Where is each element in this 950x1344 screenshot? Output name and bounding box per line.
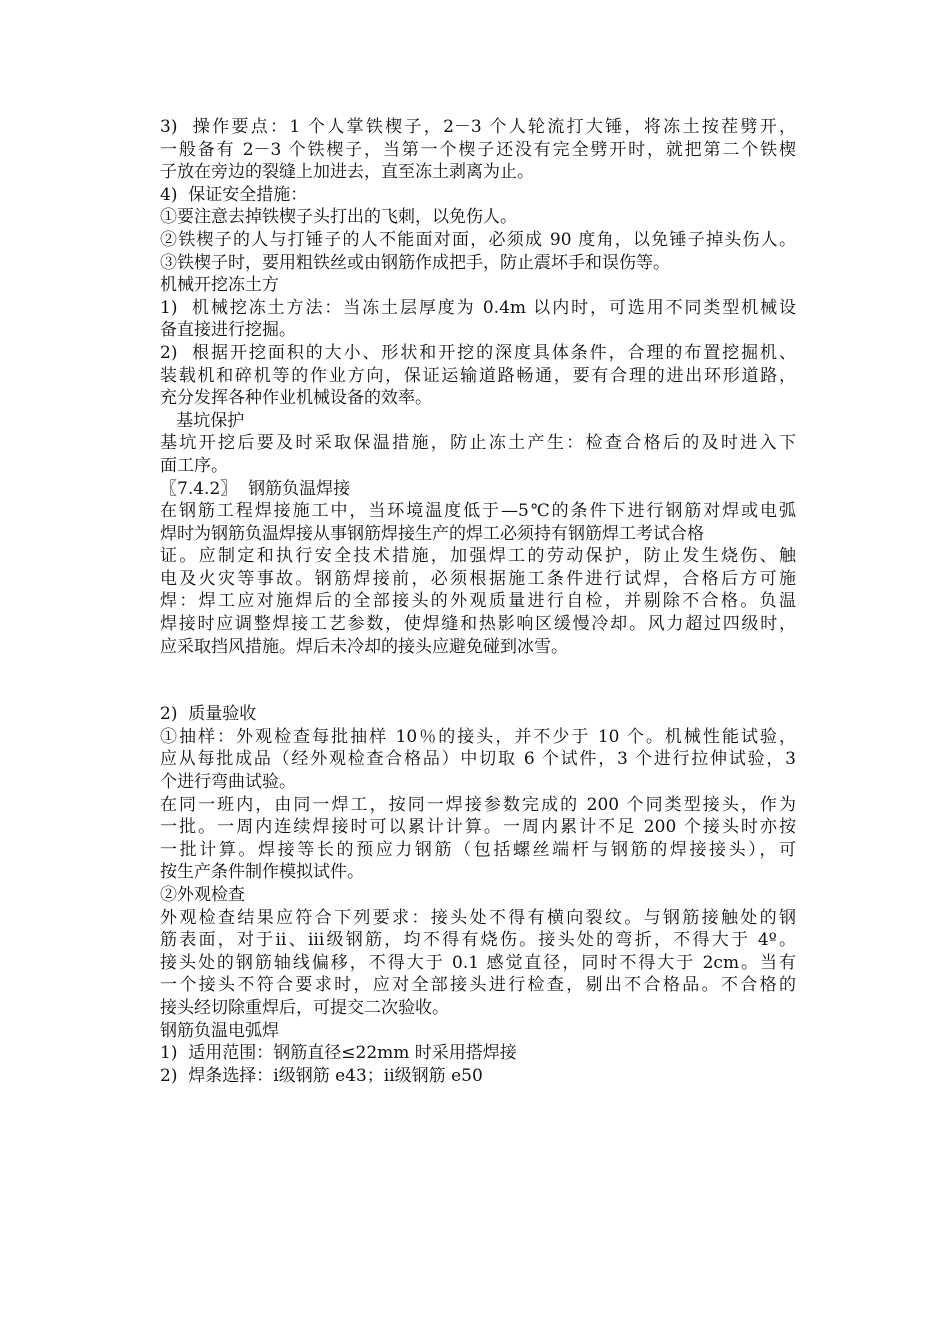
text-line: 充分发挥各种作业机械设备的效率。 <box>160 388 432 409</box>
text-line: 基坑开挖后要及时采取保温措施，防止冻土产生：检查合格后的及时进入下 <box>160 433 796 454</box>
text-line: 机械开挖冻土方 <box>160 275 279 296</box>
text-line: 一般备有 2－3 个铁楔子，当第一个楔子还没有完全劈开时，就把第二个铁楔 <box>160 139 796 160</box>
paragraph-gap <box>160 658 796 703</box>
text-line: ③铁楔子时，要用粗铁丝或由钢筋作成把手，防止震坏手和误伤等。 <box>160 252 670 273</box>
text-line: 在钢筋工程焊接施工中，当环境温度低于—5℃的条件下进行钢筋对焊或电弧 <box>160 501 796 522</box>
text-line: 2) 质量验收 <box>160 704 257 725</box>
text-line: 外观检查结果应符合下列要求：接头处不得有横向裂纹。与钢筋接触处的钢 <box>160 907 796 928</box>
text-line: 基坑保护 <box>160 410 245 431</box>
text-line: 4) 保证安全措施： <box>160 184 308 205</box>
text-line: 一批。一周内连续焊接时可以累计计算。一周内累计不足 200 个接头时亦按 <box>160 817 796 838</box>
text-line: 2) 焊条选择：ⅰ级钢筋 e43；ⅱ级钢筋 e50 <box>160 1065 483 1086</box>
text-line: 1) 适用范围：钢筋直径≤22mm 时采用搭焊接 <box>160 1043 517 1064</box>
text-line: ②外观检查 <box>160 885 245 905</box>
text-line: 个进行弯曲试验。 <box>160 772 296 793</box>
text-line: 电及火灾等事故。钢筋焊接前，必须根据施工条件进行试焊，合格后方可施 <box>160 568 796 589</box>
text-line: ②铁楔子的人与打锤子的人不能面对面，必须成 90 度角，以免锤子掉头伤人。 <box>160 229 796 250</box>
text-line: 〖7.4.2〗 钢筋负温焊接 <box>160 478 351 499</box>
text-line: 接头处的钢筋轴线偏移，不得大于 0.1 感觉直径，同时不得大于 2cm。当有 <box>160 952 796 973</box>
text-line: 装载机和碎机等的作业方向，保证运输道路畅通，要有合理的进出环形道路， <box>160 365 796 386</box>
text-line: 备直接进行挖掘。 <box>160 320 296 341</box>
text-line: 钢筋负温电弧焊 <box>160 1020 279 1041</box>
text-line: 焊接时应调整焊接工艺参数，使焊缝和热影响区缓慢冷却。风力超过四级时， <box>160 614 796 635</box>
text-line: 应采取挡风措施。焊后未冷却的接头应避免碰到冰雪。 <box>160 636 568 657</box>
text-line: 筋表面，对于ⅱ、ⅲ级钢筋，均不得有烧伤。接头处的弯折，不得大于 4º。 <box>160 930 796 951</box>
text-line: 子放在旁边的裂缝上加进去，直至冻土剥离为止。 <box>160 162 534 183</box>
text-line: ①抽样：外观检查每批抽样 10％的接头，并不少于 10 个。机械性能试验， <box>160 726 796 747</box>
text-line: ①要注意去掉铁楔子头打出的飞刺，以免伤人。 <box>160 207 517 228</box>
text-line: 2) 根据开挖面积的大小、形状和开挖的深度具体条件，合理的布置挖掘机、 <box>160 342 796 363</box>
text-line: 应从每批成品（经外观检查合格品）中切取 6 个试件，3 个进行拉伸试验，3 <box>160 749 796 770</box>
document-page <box>160 116 796 1087</box>
text-line: 一批计算。焊接等长的预应力钢筋（包括螺丝端杆与钢筋的焊接接头），可 <box>160 839 796 860</box>
text-line: 证。应制定和执行安全技术措施，加强焊工的劳动保护，防止发生烧伤、触 <box>160 546 796 567</box>
text-line: 3) 操作要点：1 个人掌铁楔子，2－3 个人轮流打大锤，将冻土按茬劈开， <box>160 117 796 137</box>
text-line: 按生产条件制作模拟试件。 <box>160 862 364 883</box>
text-line: 焊：焊工应对施焊后的全部接头的外观质量进行自检，并剔除不合格。负温 <box>160 591 796 612</box>
text-line: 1) 机械挖冻土方法：当冻土层厚度为 0.4m 以内时，可选用不同类型机械设 <box>160 297 796 318</box>
text-line: 在同一班内，由同一焊工，按同一焊接参数完成的 200 个同类型接头，作为 <box>160 794 796 815</box>
text-line: 面工序。 <box>160 455 228 476</box>
text-line: 接头经切除重焊后，可提交二次验收。 <box>160 997 449 1018</box>
text-line: 一个接头不符合要求时，应对全部接头进行检查，剔出不合格品。不合格的 <box>160 975 796 996</box>
text-line: 焊时为钢筋负温焊接从事钢筋焊接生产的焊工必须持有钢筋焊工考试合格 <box>160 523 704 544</box>
